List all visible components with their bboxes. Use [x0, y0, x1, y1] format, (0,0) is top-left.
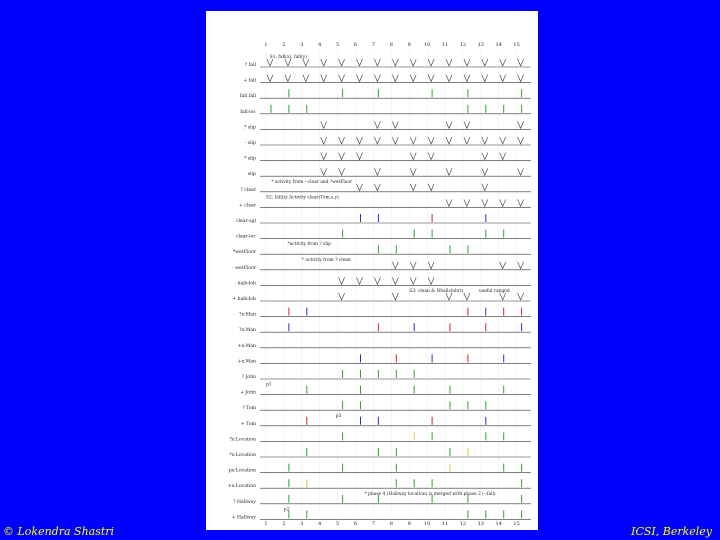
signal-pulse [410, 59, 416, 66]
diagram-annotation: * phase 4 (Hallway location) is merged with phase 2 (--fall) [364, 491, 496, 497]
signal-pulse [267, 59, 273, 66]
time-label-bottom: 13 [477, 521, 484, 527]
signal-pulse [464, 199, 470, 206]
signal-pulse [446, 168, 452, 175]
signal-pulse [321, 75, 327, 82]
signal-pulse [482, 137, 488, 144]
signal-pulse [482, 184, 488, 191]
signal-pulse [500, 59, 506, 66]
timing-diagram [206, 11, 538, 530]
time-label-bottom: 10 [423, 521, 431, 527]
diagram-annotation: S2: fall(x) Activity clear(Tom,s,y) [266, 195, 339, 201]
signal-pulse [446, 137, 452, 144]
signal-pulse [428, 153, 434, 160]
signal-pulse [303, 59, 309, 66]
row-label: *wetFloor [232, 250, 256, 256]
row-label: ? Tom [242, 406, 256, 412]
footer-author: © Lokendra Shastri [3, 525, 115, 538]
signal-pulse [482, 168, 488, 175]
signal-pulse [410, 262, 416, 269]
signal-pulse [410, 153, 416, 160]
signal-pulse [428, 277, 434, 284]
signal-pulse [339, 293, 345, 300]
signal-pulse [357, 137, 363, 144]
signal-pulse [464, 75, 470, 82]
time-label-bottom: 4 [318, 521, 322, 527]
row-label: ?x:Man [238, 328, 256, 334]
signal-pulse [518, 121, 524, 128]
signal-pulse [464, 293, 470, 300]
signal-pulse [482, 153, 488, 160]
time-label-top: 5 [336, 42, 340, 48]
signal-pulse [518, 199, 524, 206]
time-label-top: 6 [353, 42, 358, 48]
row-label: + hallclob [232, 297, 256, 302]
row-label: + John [240, 390, 256, 396]
time-label-top: 1 [264, 42, 268, 48]
signal-pulse [428, 75, 434, 82]
row-label: fall-loc [240, 109, 256, 115]
diagram-annotation: *activity from ? slip [287, 242, 331, 248]
diagram-annotation: * activity from ? clean [301, 257, 351, 263]
signal-pulse [339, 75, 345, 82]
signal-pulse [357, 153, 363, 160]
row-label: slip [247, 172, 256, 178]
signal-pulse [339, 153, 345, 160]
signal-pulse [446, 199, 452, 206]
time-label-bottom: 1 [264, 521, 268, 527]
signal-pulse [285, 59, 291, 66]
signal-pulse [518, 262, 524, 269]
signal-pulse [339, 168, 345, 175]
signal-pulse [428, 59, 434, 66]
signal-pulse [464, 59, 470, 66]
row-label: - hallclob [234, 281, 256, 287]
row-label: ?x:Man [238, 312, 256, 318]
signal-pulse [518, 168, 524, 175]
signal-pulse [428, 262, 434, 269]
time-label-bottom: 11 [441, 521, 449, 527]
signal-pulse [285, 75, 291, 82]
signal-pulse [357, 277, 363, 284]
row-label: * slip [244, 156, 256, 162]
row-label: - wetFloor [232, 265, 256, 271]
signal-pulse [410, 184, 416, 191]
signal-pulse [446, 121, 452, 128]
row-label: +x:Man [237, 359, 256, 365]
signal-pulse [482, 199, 488, 206]
row-label: + Tom [240, 421, 256, 427]
diagram-annotation: p3 [335, 413, 342, 419]
row-label: ? clear [240, 187, 256, 193]
signal-pulse [518, 293, 524, 300]
signal-pulse [464, 137, 470, 144]
time-label-bottom: 8 [389, 521, 393, 527]
diagram-annotation: S3: clean & Nhallclob(t) [409, 289, 464, 294]
time-label-bottom: 12 [459, 521, 467, 527]
signal-pulse [410, 168, 416, 175]
signal-pulse [357, 75, 363, 82]
signal-pulse [374, 184, 380, 191]
signal-pulse [500, 75, 506, 82]
signal-pulse [339, 277, 345, 284]
diagram-annotation: useful ranged [479, 289, 510, 294]
signal-pulse [518, 137, 524, 144]
row-label: fall fall [239, 94, 256, 100]
diagram-annotation: p1 [266, 382, 272, 388]
signal-pulse [321, 137, 327, 144]
signal-pulse [446, 293, 452, 300]
signal-pulse [410, 75, 416, 82]
signal-pulse [500, 137, 506, 144]
signal-pulse [357, 59, 363, 66]
signal-pulse [500, 153, 506, 160]
row-label: clear-sgl [235, 219, 256, 224]
signal-pulse [410, 277, 416, 284]
time-label-top: 12 [459, 42, 467, 48]
signal-pulse [357, 184, 363, 191]
signal-pulse [374, 168, 380, 175]
signal-pulse [392, 262, 398, 269]
signal-pulse [482, 59, 488, 66]
time-label-top: 13 [477, 42, 484, 48]
row-label: ? Hallway [233, 499, 256, 505]
signal-pulse [428, 137, 434, 144]
signal-pulse [464, 121, 470, 128]
signal-pulse [500, 262, 506, 269]
time-label-top: 3 [300, 42, 304, 48]
row-label: - slip [244, 141, 256, 146]
time-label-bottom: 7 [371, 521, 375, 527]
time-label-top: 10 [423, 42, 431, 48]
time-label-bottom: 6 [353, 521, 358, 527]
signal-pulse [428, 184, 434, 191]
row-label: ? John [241, 375, 256, 380]
row-label: clear-loc [235, 234, 256, 240]
time-label-bottom: 14 [495, 521, 502, 527]
time-label-top: 4 [318, 42, 322, 48]
row-label: +x:Man [237, 343, 256, 349]
signal-pulse [392, 75, 398, 82]
time-label-bottom: 5 [336, 521, 340, 527]
signal-pulse [339, 137, 345, 144]
signal-pulse [392, 277, 398, 284]
signal-pulse [446, 75, 452, 82]
signal-pulse [321, 59, 327, 66]
time-label-top: 2 [282, 42, 286, 48]
signal-pulse [267, 75, 273, 82]
time-label-top: 11 [441, 42, 449, 48]
signal-pulse [374, 59, 380, 66]
signal-pulse [321, 153, 327, 160]
row-label: + clear [238, 203, 256, 209]
signal-pulse [410, 137, 416, 144]
row-label: + fall [243, 78, 256, 84]
signal-pulse [321, 168, 327, 175]
row-label: + Hallway [231, 515, 256, 521]
signal-pulse [500, 293, 506, 300]
signal-pulse [374, 121, 380, 128]
timing-diagram-figure [206, 11, 538, 530]
time-label-bottom: 15 [513, 521, 520, 527]
diagram-annotation: * activity from --clear and ?wetFloor [271, 179, 353, 185]
signal-pulse [392, 59, 398, 66]
time-label-top: 14 [495, 42, 502, 48]
signal-pulse [446, 59, 452, 66]
row-label: +x:Location [227, 484, 256, 490]
signal-pulse [303, 75, 309, 82]
signal-pulse [321, 121, 327, 128]
row-label: px:Location [228, 468, 256, 474]
row-label: ? slip [243, 125, 256, 131]
time-label-bottom: 9 [407, 521, 411, 527]
signal-pulse [374, 137, 380, 144]
signal-pulse [482, 75, 488, 82]
time-label-top: 9 [407, 42, 411, 48]
row-label: *x:Location [229, 453, 256, 458]
row-label: ?x:Location [229, 437, 256, 443]
row-label: ? fall [244, 63, 256, 68]
time-label-top: 15 [513, 42, 520, 48]
signal-pulse [392, 121, 398, 128]
signal-pulse [392, 293, 398, 300]
signal-pulse [392, 137, 398, 144]
signal-pulse [518, 75, 524, 82]
signal-pulse [374, 75, 380, 82]
diagram-annotation: S1: fall(x), fall(y) [269, 55, 307, 60]
signal-pulse [339, 59, 345, 66]
signal-pulse [518, 59, 524, 66]
time-label-bottom: 2 [282, 521, 286, 527]
signal-pulse [500, 199, 506, 206]
footer-institution: ICSI, Berkeley [631, 525, 712, 538]
signal-pulse [374, 277, 380, 284]
time-label-top: 8 [389, 42, 393, 48]
time-label-top: 7 [371, 42, 375, 48]
diagram-annotation: p2 [283, 507, 290, 513]
time-label-bottom: 3 [300, 521, 304, 527]
